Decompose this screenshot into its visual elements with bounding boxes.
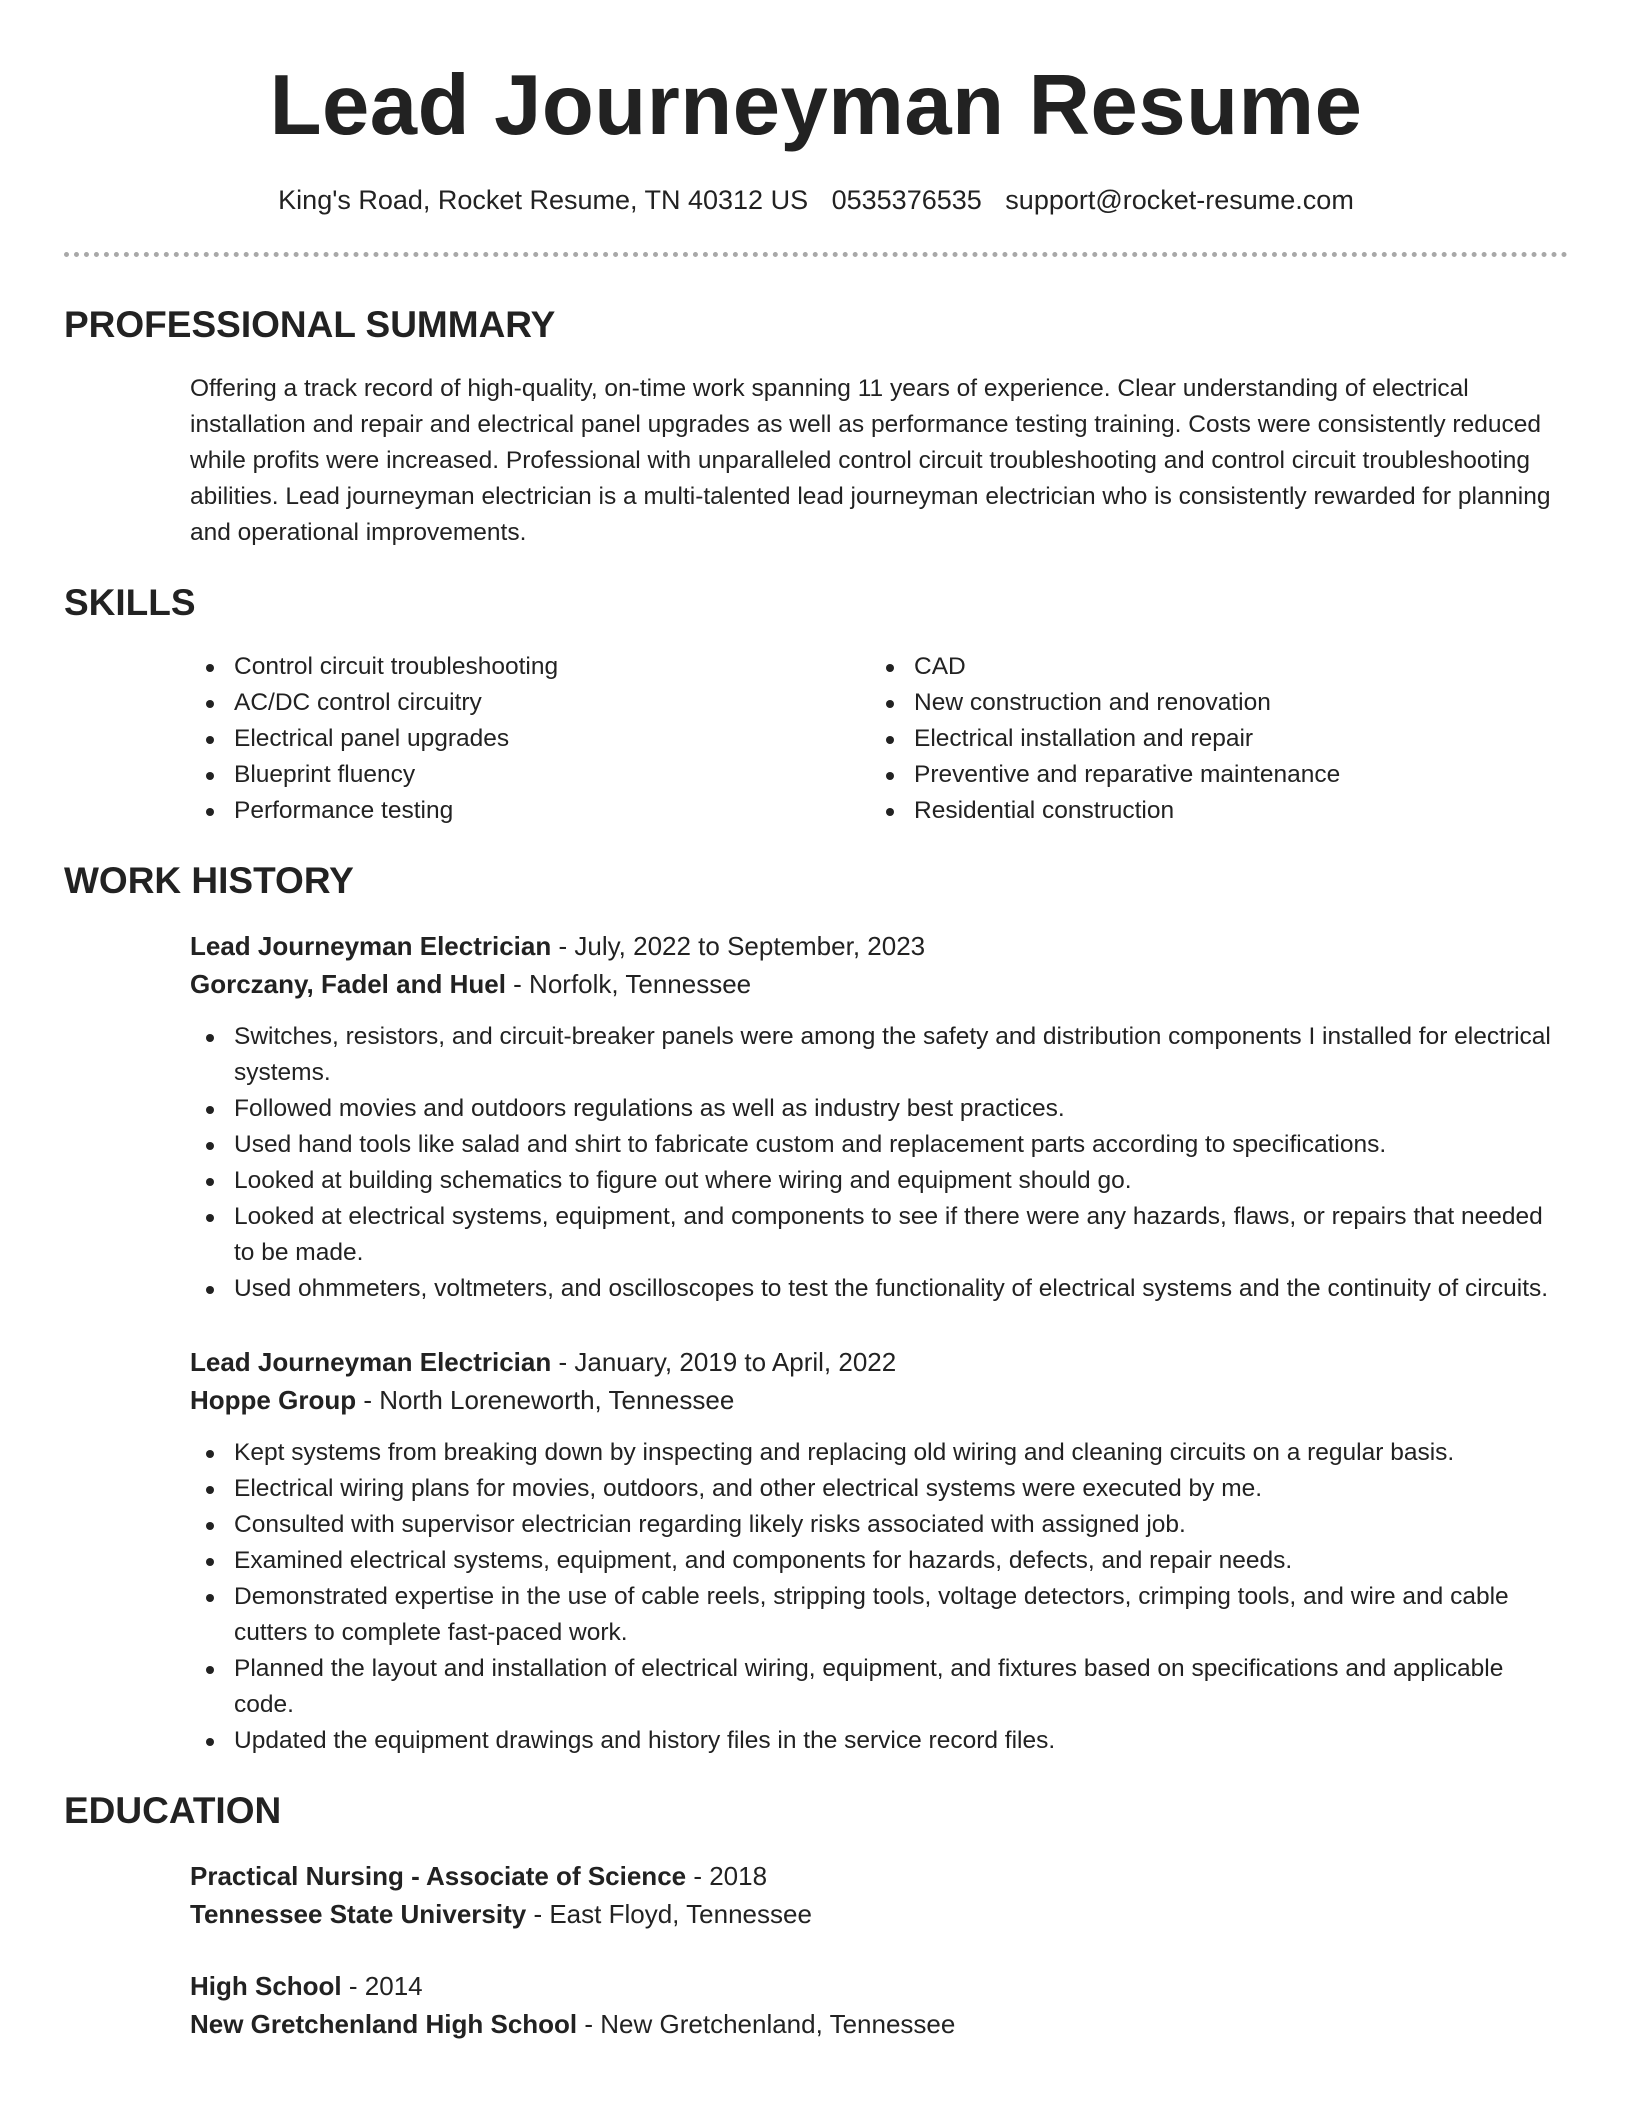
job-duty: Consulted with supervisor electrician regarding likely risks associated with assigned job. (190, 1507, 1568, 1543)
education-location: - East Floyd, Tennessee (526, 1899, 812, 1929)
education-school: New Gretchenland High School (190, 2009, 578, 2039)
education-year: - 2018 (686, 1861, 768, 1891)
job-title: Lead Journeyman Electrician (190, 931, 552, 961)
job-duty: Looked at electrical systems, equipment, and components to see if there were any hazards, flaws, or repairs that needed to be made. (190, 1199, 1568, 1271)
skill-item: Residential construction (870, 793, 1550, 829)
job-duty: Used ohmmeters, voltmeters, and oscilloscopes to test the functionality of electrical systems and the continuity of circuits. (190, 1271, 1568, 1307)
job-company-line (190, 965, 1568, 1003)
job-duty: Switches, resistors, and circuit-breaker panels were among the safety and distribution components I installed for electrical systems. (190, 1019, 1568, 1091)
education-degree-line (190, 1857, 1568, 1895)
skill-item: Electrical panel upgrades (190, 721, 870, 757)
education-year: - 2014 (341, 1971, 423, 2001)
job-dates: - July, 2022 to September, 2023 (551, 931, 926, 961)
skill-item: New construction and renovation (870, 685, 1550, 721)
resume-title: Lead Journeyman Resume (269, 58, 1363, 153)
education-heading: EDUCATION (64, 1790, 282, 1831)
job-location: - North Loreneworth, Tennessee (356, 1385, 735, 1415)
summary-section (64, 371, 1568, 551)
job-duty: Looked at building schematics to figure out where wiring and equipment should go. (190, 1163, 1568, 1199)
job-duties-list (190, 1019, 1568, 1307)
skills-column-right (870, 649, 1550, 829)
skill-item: AC/DC control circuitry (190, 685, 870, 721)
education-entry (190, 1857, 1568, 1933)
education-degree: Practical Nursing - Associate of Science (190, 1861, 687, 1891)
skills-column-left (190, 649, 870, 829)
job-duty: Demonstrated expertise in the use of cable reels, stripping tools, voltage detectors, crimping tools, and wire and cable cutters to complete fast-paced work. (190, 1579, 1568, 1651)
summary-heading: PROFESSIONAL SUMMARY (64, 304, 556, 345)
job-title-line (190, 927, 1568, 965)
job-duty: Updated the equipment drawings and history files in the service record files. (190, 1723, 1568, 1759)
job-company: Hoppe Group (190, 1385, 357, 1415)
education-degree-line (190, 1967, 1568, 2005)
job-company-line (190, 1381, 1568, 1419)
job-duty: Followed movies and outdoors regulations as well as industry best practices. (190, 1091, 1568, 1127)
skill-item: Performance testing (190, 793, 870, 829)
education-degree: High School (190, 1971, 342, 2001)
job-entry (190, 1343, 1568, 1759)
job-duty: Used hand tools like salad and shirt to fabricate custom and replacement parts according to specifications. (190, 1127, 1568, 1163)
job-location: - Norfolk, Tennessee (505, 969, 752, 999)
skill-item: Electrical installation and repair (870, 721, 1550, 757)
summary-text: Offering a track record of high-quality, on-time work spanning 11 years of experience. Clear understanding of electrical installation and repair and electrical panel upgrades as well as performance testing training. Costs were consistently reduced while profits were increased. Professional with unparalleled control circuit troubleshooting and control circuit troubleshooting abilities. Lead journeyman electrician is a multi-talented lead journeyman electrician who is consistently rewarded for planning and operational improvements. (190, 375, 1551, 546)
work-history-section (64, 927, 1568, 1759)
education-school: Tennessee State University (190, 1899, 527, 1929)
skills-section (64, 649, 1568, 829)
job-title: Lead Journeyman Electrician (190, 1347, 552, 1377)
contact-phone: 0535376535 (831, 185, 982, 215)
job-duty: Electrical wiring plans for movies, outdoors, and other electrical systems were executed by me. (190, 1471, 1568, 1507)
job-duty: Planned the layout and installation of electrical wiring, equipment, and fixtures based on specifications and applicable code. (190, 1651, 1568, 1723)
skill-item: CAD (870, 649, 1550, 685)
skills-grid (190, 649, 1568, 829)
skill-item: Control circuit troubleshooting (190, 649, 870, 685)
contact-email: support@rocket-resume.com (1005, 185, 1354, 215)
skills-heading: SKILLS (64, 582, 196, 623)
education-location: - New Gretchenland, Tennessee (577, 2009, 956, 2039)
job-title-line (190, 1343, 1568, 1381)
job-entry (190, 927, 1568, 1307)
job-duty: Examined electrical systems, equipment, and components for hazards, defects, and repair needs. (190, 1543, 1568, 1579)
contact-address: King's Road, Rocket Resume, TN 40312 US (278, 185, 809, 215)
work-history-heading: WORK HISTORY (64, 860, 354, 901)
job-company: Gorczany, Fadel and Huel (190, 969, 506, 999)
education-school-line (190, 1895, 1568, 1933)
header-divider (64, 252, 1568, 257)
skill-item: Preventive and reparative maintenance (870, 757, 1550, 793)
job-duties-list (190, 1435, 1568, 1759)
education-entry (190, 1967, 1568, 2043)
skill-item: Blueprint fluency (190, 757, 870, 793)
job-duty: Kept systems from breaking down by inspecting and replacing old wiring and cleaning circuits on a regular basis. (190, 1435, 1568, 1471)
job-dates: - January, 2019 to April, 2022 (551, 1347, 897, 1377)
education-school-line (190, 2005, 1568, 2043)
contact-info (64, 182, 1568, 218)
education-section (64, 1857, 1568, 2043)
